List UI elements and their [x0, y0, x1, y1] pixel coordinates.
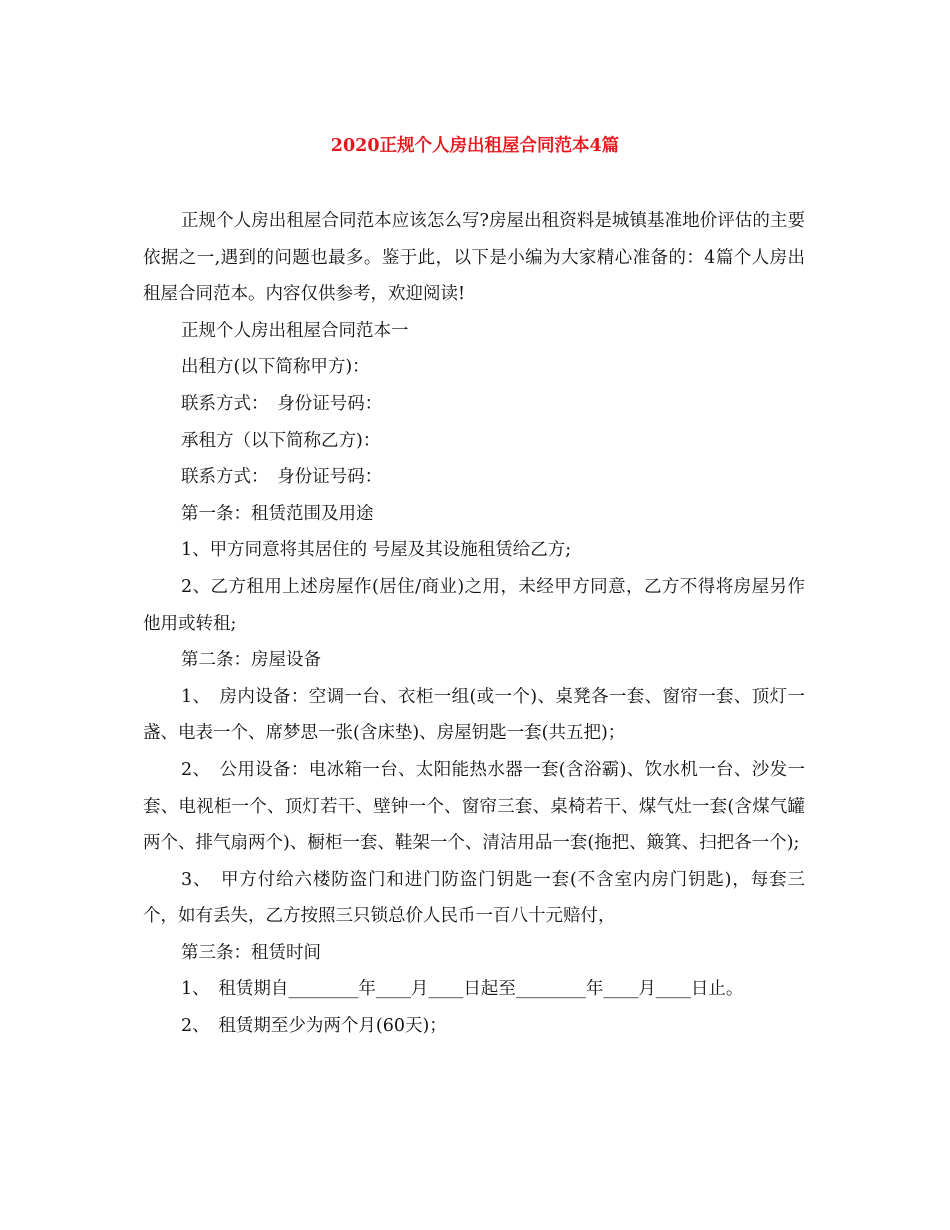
document-title: 2020正规个人房出租屋合同范本4篇 [330, 136, 620, 156]
clause-paragraph: 2、 公用设备：电冰箱一台、太阳能热水器一套(含浴霸)、饮水机一台、沙发一套、电视柜一个、顶灯若干、壁钟一个、窗帘三套、桌椅若干、煤气灶一套(含煤气罐两个、排气扇两个)、橱柜一套、鞋架一个、清洁用品一套(拖把、簸箕、扫把各一个); [143, 759, 805, 854]
lessor-contact-line: 联系方式： 身份证号码： [181, 393, 383, 414]
section-heading: 正规个人房出租屋合同范本一 [181, 320, 409, 341]
lessor-line: 出租方(以下简称甲方)： [181, 357, 370, 378]
intro-paragraph: 正规个人房出租屋合同范本应该怎么写?房屋出租资料是城镇基准地价评估的主要依据之一,遇到的问题也最多。鉴于此，以下是小编为大家精心准备的：4篇个人房出租屋合同范本。内容仅供参考，欢迎阅读! [143, 211, 805, 305]
clause-paragraph: 1、 租赁期自________年____月____日起至________年____月____日止。 [181, 979, 744, 1000]
clause-paragraph: 3、 甲方付给六楼防盗门和进门防盗门钥匙一套(不含室内房门钥匙)，每套三个，如有丢失，乙方按照三只锁总价人民币一百八十元赔付， [143, 869, 805, 927]
lessee-contact-line: 联系方式： 身份证号码： [181, 467, 383, 488]
clause-paragraph: 2、 租赁期至少为两个月(60天)； [181, 1016, 447, 1037]
clause-paragraph: 1、 房内设备：空调一台、衣柜一组(或一个)、桌凳各一套、窗帘一套、顶灯一盏、电表一个、席梦思一张(含床垫)、房屋钥匙一套(共五把)； [143, 686, 805, 744]
article-heading: 第三条：租赁时间 [181, 942, 321, 963]
article-heading: 第二条：房屋设备 [181, 650, 321, 671]
lessee-line: 承租方（以下简称乙方)： [181, 430, 381, 451]
document-body [143, 203, 805, 1045]
article-heading: 第一条：租赁范围及用途 [181, 503, 374, 524]
clause-paragraph: 2、乙方租用上述房屋作(居住/商业)之用，未经甲方同意，乙方不得将房屋另作他用或转租; [143, 576, 805, 634]
clause-paragraph: 1、甲方同意将其居住的 号屋及其设施租赁给乙方; [181, 540, 572, 561]
